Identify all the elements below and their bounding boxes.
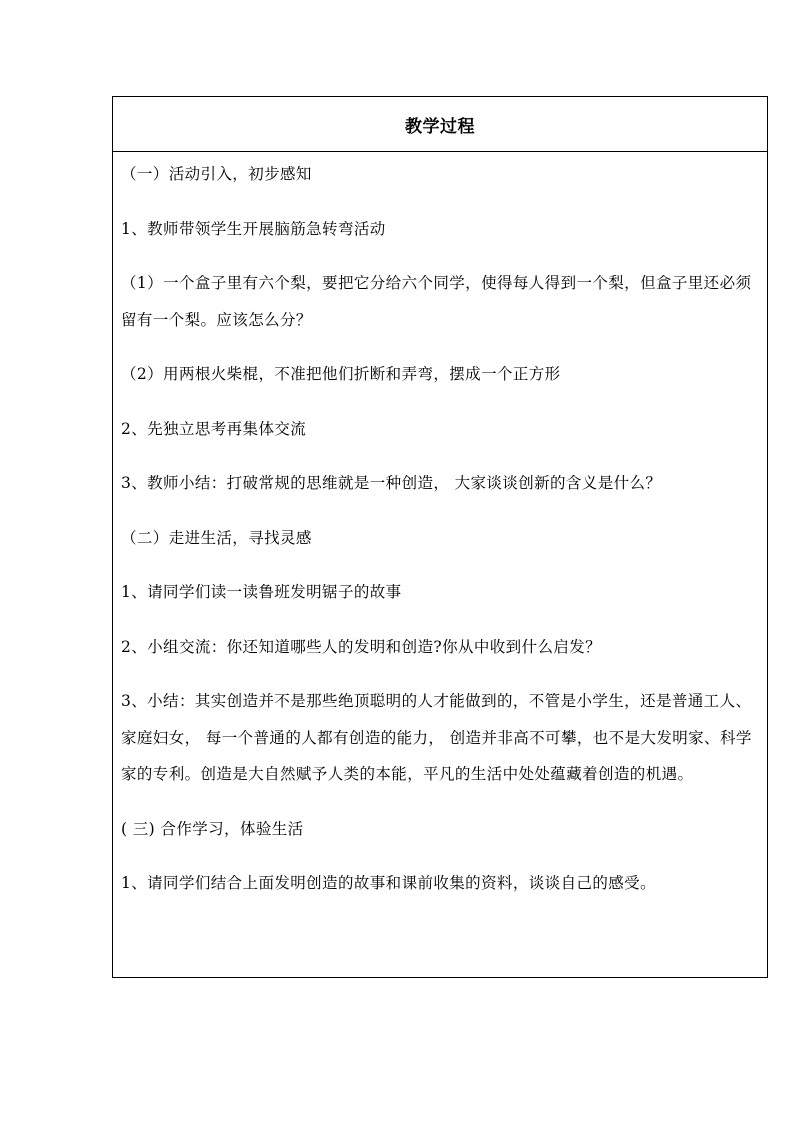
paragraph-discussion: 2、先独立思考再集体交流 xyxy=(121,419,307,438)
table-title: 教学过程 xyxy=(405,116,475,137)
paragraph-riddle-1: （1）一个盒子里有六个梨，要把它分给六个同学，使得每人得到一个梨，但盒子里还必须留有一个梨。应该怎么分？ xyxy=(121,274,752,329)
section-heading-1: （一）活动引入，初步感知 xyxy=(121,165,312,183)
lesson-table xyxy=(112,96,768,978)
table-body-cell xyxy=(113,156,767,902)
paragraph-summary-2: 3、小结：其实创造并不是那些绝顶聪明的人才能做到的，不管是小学生，还是普通工人、家庭妇女， 每一个普通的人都有创造的能力， 创造并非高不可攀，也不是大发明家、科学家的专利。创造是大自然赋予人类的本能，平凡的生活中处处蕴藏着创造的机遇。 xyxy=(121,692,752,783)
paragraph-cooperative: 1、请同学们结合上面发明创造的故事和课前收集的资料，谈谈自己的感受。 xyxy=(121,874,656,892)
paragraph-reading: 1、请同学们读一读鲁班发明锯子的故事 xyxy=(121,583,402,601)
paragraph-activity-1: 1、教师带领学生开展脑筋急转弯活动 xyxy=(121,219,386,238)
section-heading-2: （二）走进生活，寻找灵感 xyxy=(121,528,312,547)
paragraph-group-exchange: 2、小组交流：你还知道哪些人的发明和创造?你从中收到什么启发？ xyxy=(121,637,602,656)
paragraph-riddle-2: （2）用两根火柴棍，不准把他们折断和弄弯，摆成一个正方形 xyxy=(121,365,561,383)
table-header xyxy=(113,97,767,152)
section-heading-3: ( 三) 合作学习，体验生活 xyxy=(121,819,304,838)
paragraph-summary-1: 3、教师小结：打破常规的思维就是一种创造， 大家谈谈创新的含义是什么？ xyxy=(121,474,662,492)
